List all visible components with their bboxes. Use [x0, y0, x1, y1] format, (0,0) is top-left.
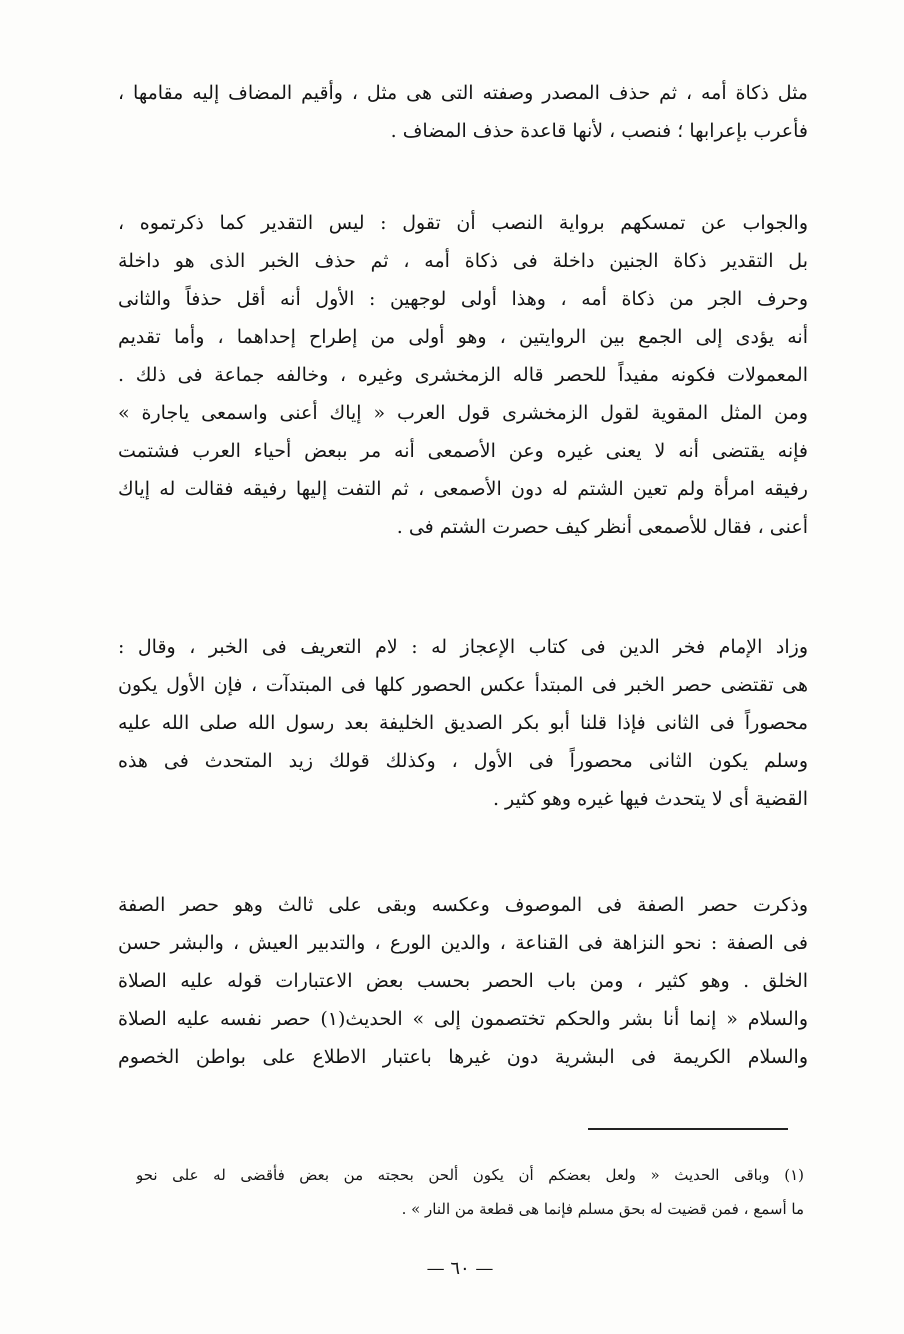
text-line: هى تقتضى حصر الخبر فى المبتدأ عكس الحصور كلها فى المبتدآت ، فإن الأول يكون	[118, 674, 808, 696]
paragraph-1	[118, 74, 808, 150]
text-line: والجواب عن تمسكهم برواية النصب أن تقول : ليس التقدير كما ذكرتموه ،	[118, 212, 808, 234]
footnote-line: ما أسمع ، فمن قضيت له بحق مسلم فإنما هى قطعة من النار » .	[401, 1200, 804, 1218]
text-line: أنه يؤدى إلى الجمع بين الروايتين ، وهو أولى من إطراح إحداهما ، وأما تقديم	[118, 326, 808, 348]
text-line: وزاد الإمام فخر الدين فى كتاب الإعجاز له : لام التعريف فى الخبر ، وقال :	[118, 636, 808, 658]
paragraph-4	[118, 886, 808, 1076]
paragraph-3	[118, 628, 808, 818]
text-line: والسلام الكريمة فى البشرية دون غيرها باعتبار الاطلاع على بواطن الخصوم	[118, 1046, 808, 1068]
text-line: فأعرب بإعرابها ؛ فنصب ، لأنها قاعدة حذف المضاف .	[390, 120, 808, 142]
text-line: أعنى ، فقال للأصمعى أنظر كيف حصرت الشتم فى .	[396, 516, 808, 538]
text-line: الخلق . وهو كثير ، ومن باب الحصر بحسب بعض الاعتبارات قوله عليه الصلاة	[118, 970, 808, 992]
paragraph-2	[118, 204, 808, 546]
text-line: وحرف الجر من ذكاة أمه ، وهذا أولى لوجهين : الأول أنه أقل حذفاً والثانى	[118, 288, 808, 310]
text-line: فإنه يقتضى أنه لا يعنى غيره وعن الأصمعى أنه مر ببعض أحياء العرب فشتمت	[118, 440, 808, 462]
footnote-divider	[588, 1128, 788, 1130]
text-line: المعمولات فكونه مفيداً للحصر قاله الزمخشرى وغيره ، وخالفه جماعة فى ذلك .	[118, 364, 808, 386]
text-line: محصوراً فى الثانى فإذا قلنا أبو بكر الصديق الخليفة بعد رسول الله صلى الله عليه	[118, 712, 808, 734]
text-line: مثل ذكاة أمه ، ثم حذف المصدر وصفته التى هى مثل ، وأقيم المضاف إليه مقامها ،	[118, 82, 808, 104]
text-line: بل التقدير ذكاة الجنين داخلة فى ذكاة أمه ، ثم حذف الخبر الذى هو داخلة	[118, 250, 808, 272]
footnote	[136, 1158, 804, 1226]
text-line: وذكرت حصر الصفة فى الموصوف وعكسه وبقى على ثالث وهو حصر الصفة	[118, 894, 808, 916]
footnote-line: (١) وباقى الحديث « ولعل بعضكم أن يكون ألحن بحجته من بعض فأقضى له على نحو	[136, 1166, 804, 1184]
text-line: والسلام « إنما أنا بشر والحكم تختصمون إلى » الحديث(١) حصر نفسه عليه الصلاة	[118, 1008, 808, 1030]
text-line: فى الصفة : نحو النزاهة فى القناعة ، والدين الورع ، والتدبير العيش ، والبشر حسن	[118, 932, 808, 954]
text-line: ومن المثل المقوية لقول الزمخشرى قول العرب « إياك أعنى واسمعى ياجارة »	[118, 402, 808, 424]
text-line: القضية أى لا يتحدث فيها غيره وهو كثير .	[492, 788, 808, 810]
text-line: رفيقه امرأة ولم تعين الشتم له دون الأصمعى ، ثم التفت إليها رفيقه فقالت له إياك	[118, 478, 808, 500]
text-line: وسلم يكون الثانى محصوراً فى الأول ، وكذلك قولك زيد المتحدث فى هذه	[118, 750, 808, 772]
page-number: — ٦٠ —	[426, 1258, 494, 1279]
